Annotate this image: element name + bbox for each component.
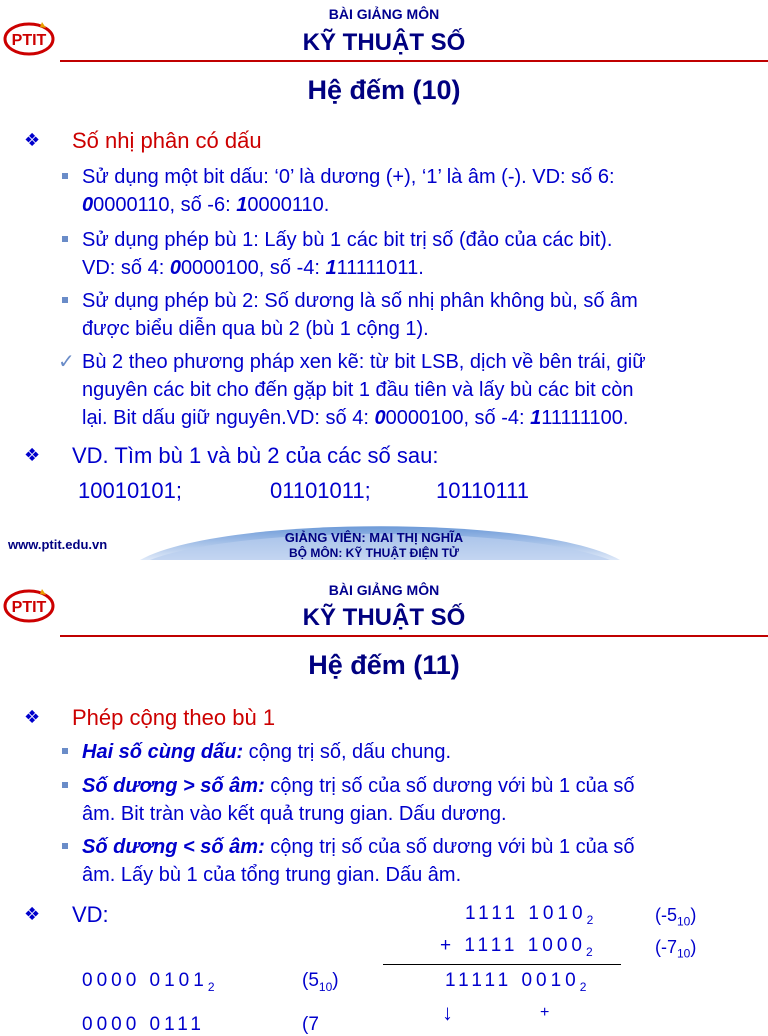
left-operand-1-note: $(5_{10})$	[302, 970, 339, 994]
lecturer-name: GIẢNG VIÊN: MAI THỊ NGHĨA	[284, 530, 464, 545]
main-bullet: ❖ Phép cộng theo bù 1	[24, 705, 276, 730]
course-title: KỸ THUẬT SỐ	[302, 29, 466, 56]
sub-bullet-3: Sử dụng phép bù 2: Số dương là số nhị phân không bù, số âm được biểu diễn qua bù 2 (bù 1 cộng 1).	[62, 287, 752, 343]
sub-bullet-1: Hai số cùng dấu: cộng trị số, dấu chung.	[62, 738, 752, 766]
main-bullet-text: Số nhị phân có dấu	[72, 128, 262, 153]
sub-bullet-2: Sử dụng phép bù 1: Lấy bù 1 các bit trị số (đảo của các bit). VD: số 4: 00000100, số -4: 111111011.	[62, 226, 752, 282]
logo-text: PTIT	[11, 599, 47, 616]
example-bullet: ❖ VD:	[24, 902, 109, 927]
operand-2-note: $(-7_{10})$	[655, 937, 697, 961]
course-label: BÀI GIẢNG MÔN	[328, 6, 440, 22]
diamond-bullet-icon: ❖	[24, 445, 41, 465]
main-bullet	[24, 126, 764, 155]
website-link[interactable]: www.ptit.edu.vn	[8, 537, 108, 552]
course-title: KỸ THUẬT SỐ	[302, 604, 466, 631]
square-bullet-icon	[62, 173, 68, 179]
diamond-bullet-icon: ❖	[24, 904, 41, 924]
sum-line	[383, 964, 621, 965]
operand-2: + 1111 $1000_2$	[440, 935, 593, 959]
logo-text: PTIT	[11, 32, 47, 49]
check-icon: ✓	[58, 351, 75, 373]
intermediate-sum: 11111 $0010_2$	[445, 970, 587, 994]
slide-title: Hệ đếm (11)	[308, 650, 460, 680]
header-divider	[60, 635, 768, 637]
left-operand-1: 0000 $0101_2$	[82, 970, 215, 994]
left-operand-2-note: (7	[302, 1014, 319, 1035]
square-bullet-icon	[62, 236, 68, 242]
operand-1: 1111 $1010_2$	[465, 903, 594, 927]
carry-plus: +	[540, 1004, 550, 1021]
square-bullet-icon	[62, 782, 68, 788]
example-bullet: ❖ VD. Tìm bù 1 và bù 2 của các số sau:	[24, 443, 439, 468]
check-bullet: ✓ Bù 2 theo phương pháp xen kẽ: từ bit LSB, dịch về bên trái, giữ nguyên các bit cho đến gặp bit 1 đầu tiên và lấy bù các bit còn lại. Bit dấu giữ nguyên.VD: số 4: 00000100, số -4: 111111100.	[62, 348, 752, 432]
department-name: BỘ MÔN: KỸ THUẬT ĐIỆN TỬ	[289, 546, 459, 560]
number-3: 10110111	[436, 478, 529, 503]
number-1: 10010101;	[78, 478, 182, 503]
slide-11	[0, 560, 768, 1035]
square-bullet-icon	[62, 843, 68, 849]
diamond-bullet-icon: ❖	[24, 130, 41, 150]
sub-bullet-1: Sử dụng một bit dấu: ‘0’ là dương (+), ‘1’ là âm (-). VD: số 6: 00000110, số -6: 10000110.	[62, 163, 752, 219]
square-bullet-icon	[62, 748, 68, 754]
number-2: 01101011;	[270, 478, 371, 503]
square-bullet-icon	[62, 297, 68, 303]
header-divider	[60, 60, 768, 62]
down-arrow-icon: ↓	[442, 1000, 453, 1025]
diamond-bullet-icon: ❖	[24, 707, 41, 727]
slide-title: Hệ đếm (10)	[307, 75, 461, 105]
sub-bullet-3: Số dương < số âm: cộng trị số của số dương với bù 1 của số âm. Lấy bù 1 của tổng trung gian. Dấu âm.	[62, 833, 752, 889]
operand-1-note: $(-5_{10})$	[655, 905, 697, 929]
sub-bullet-2: Số dương > số âm: cộng trị số của số dương với bù 1 của số âm. Bit tràn vào kết quả trung gian. Dấu dương.	[62, 772, 752, 828]
course-label: BÀI GIẢNG MÔN	[328, 582, 440, 598]
left-operand-2: 0000 0111	[82, 1014, 205, 1035]
